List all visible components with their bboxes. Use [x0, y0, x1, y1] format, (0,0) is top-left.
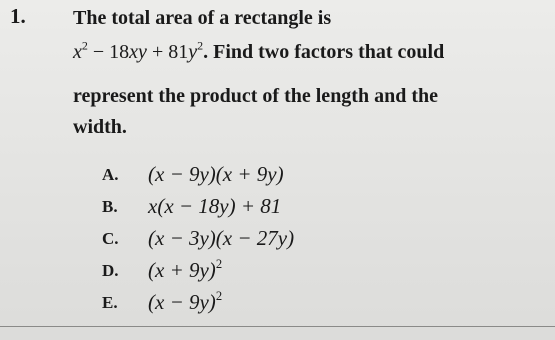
choice-b-expr: x(x − 18y) + 81 [148, 194, 282, 218]
question-text-line-2 [73, 40, 444, 64]
area-expression [73, 38, 204, 63]
question-text-line-1: The total area of a rectangle is [73, 7, 332, 29]
question-text-line-4: width. [73, 116, 127, 138]
choice-d-expr: (x + 9y) [148, 258, 216, 282]
choice-letter: D. [102, 260, 119, 280]
expression-term-y: y [188, 41, 198, 63]
choice-letter: A. [102, 164, 119, 184]
choice-letter: C. [102, 228, 119, 248]
choice-d-exponent: 2 [215, 257, 223, 272]
question-text-line-3: represent the product of the length and the [73, 85, 438, 107]
choice-d[interactable] [102, 258, 222, 286]
choice-e[interactable] [102, 290, 222, 318]
choice-c[interactable] [102, 226, 294, 254]
expression-exponent-2: 2 [197, 38, 204, 53]
expression-coefficient-18: − 18 [87, 41, 130, 63]
choice-e-expr: (x − 9y) [148, 290, 216, 314]
choice-expression [148, 258, 222, 282]
choice-a-expr: (x − 9y)(x + 9y) [148, 162, 284, 186]
choice-expression [148, 290, 222, 314]
expression-coefficient-81: + 81 [146, 41, 189, 63]
choice-a[interactable] [102, 162, 284, 190]
expression-term-x: x [73, 41, 82, 63]
choice-expression [148, 162, 284, 186]
choice-b[interactable] [102, 194, 281, 222]
choice-e-exponent: 2 [215, 289, 223, 304]
question-text-line-2-rest: . Find two factors that could [203, 41, 445, 63]
choice-letter: E. [102, 292, 118, 312]
expression-term-xy: xy [129, 41, 147, 63]
choice-letter: B. [102, 196, 118, 216]
question-number: 1. [10, 4, 26, 28]
expression-exponent-1: 2 [81, 38, 88, 53]
divider-line [0, 326, 555, 327]
choice-expression [148, 194, 281, 218]
choice-expression [148, 226, 294, 250]
choice-c-expr: (x − 3y)(x − 27y) [148, 226, 295, 250]
